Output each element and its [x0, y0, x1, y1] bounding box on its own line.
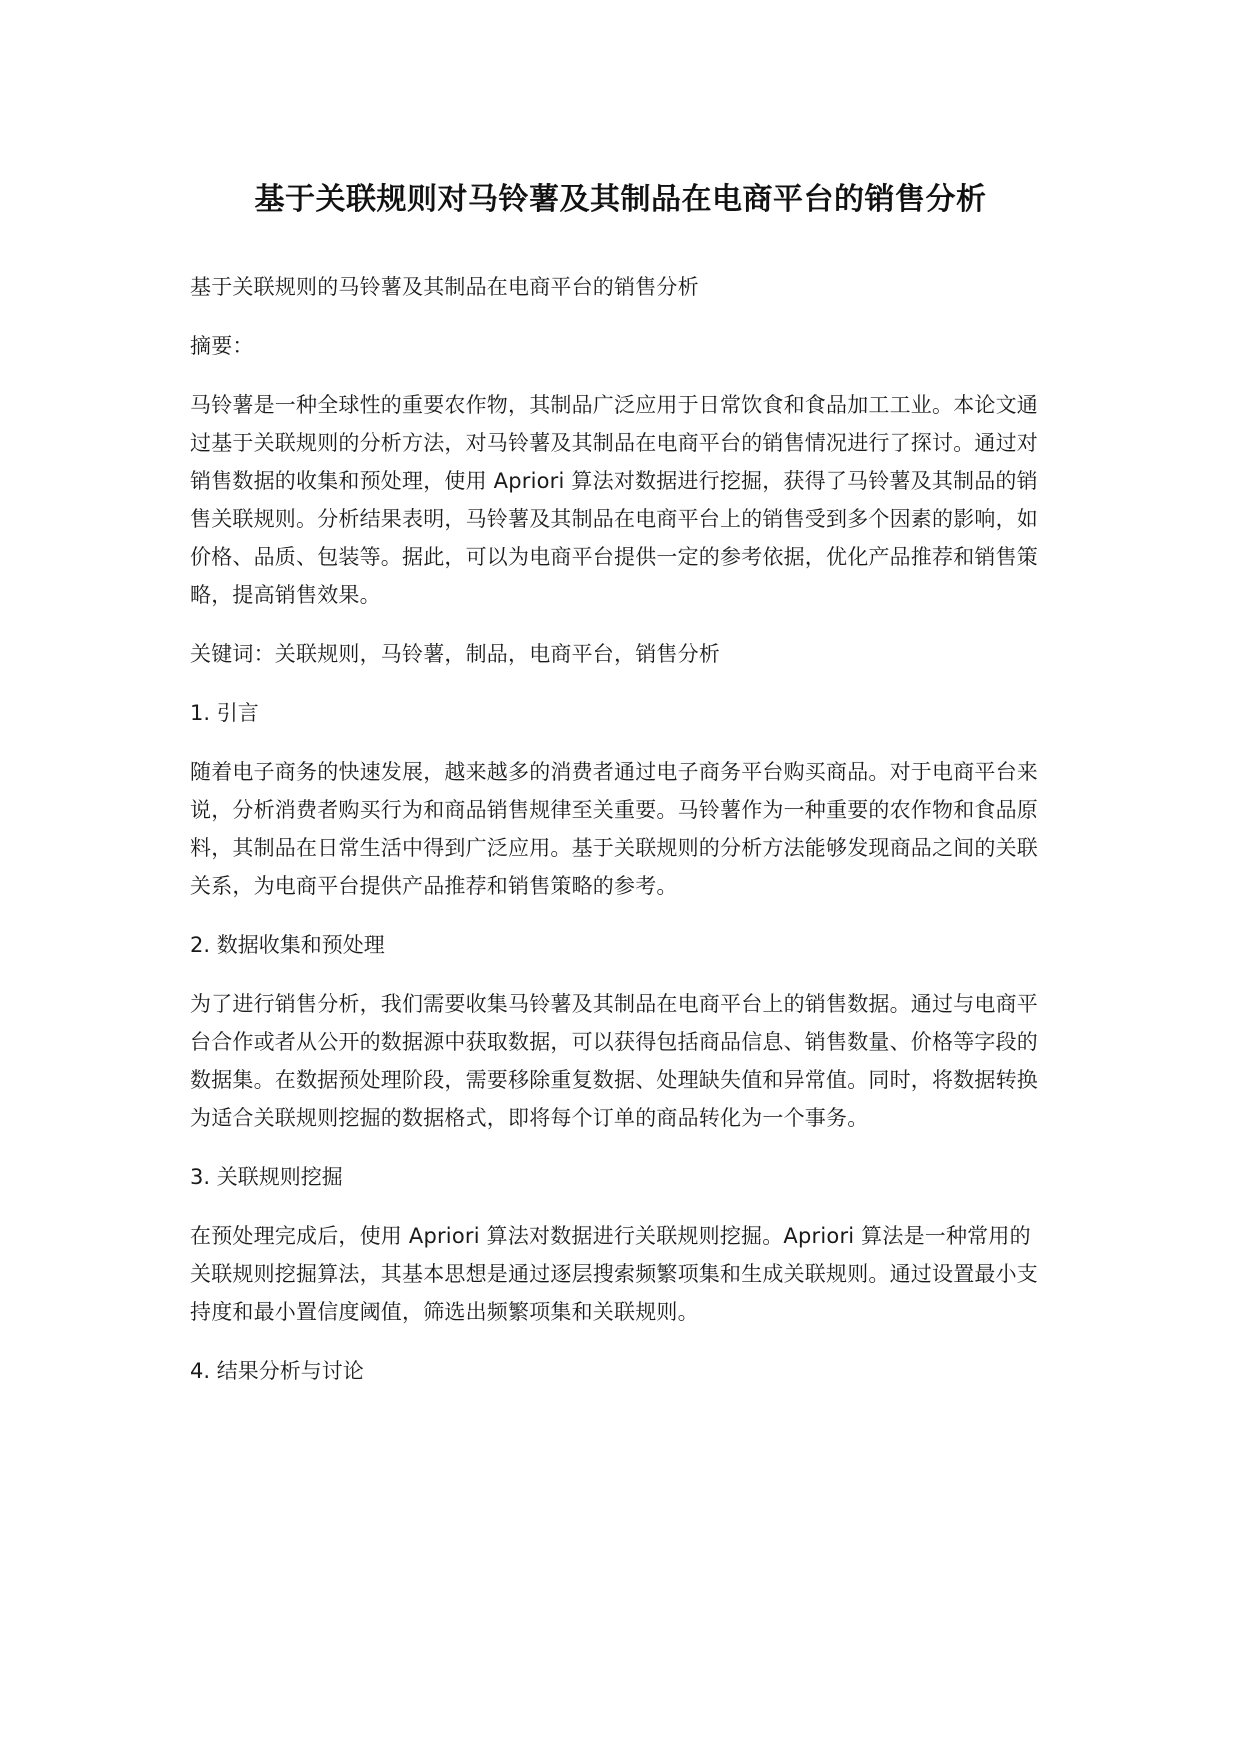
section-heading-association-mining: 3. 关联规则挖掘 [190, 1165, 343, 1189]
section-heading-results: 4. 结果分析与讨论 [190, 1359, 364, 1383]
document-subtitle: 基于关联规则的马铃薯及其制品在电商平台的销售分析 [190, 275, 699, 299]
section-heading-data-collection: 2. 数据收集和预处理 [190, 933, 385, 957]
section-heading-introduction: 1. 引言 [190, 701, 259, 725]
abstract-text: 马铃薯是一种全球性的重要农作物，其制品广泛应用于日常饮食和食品加工工业。本论文通过基于关联规则的分析方法，对马铃薯及其制品在电商平台的销售情况进行了探讨。通过对销售数据的收集和预处理，使用 Apriori 算法对数据进行挖掘，获得了马铃薯及其制品的销售关联规则。分析结果表明，马铃薯及其制品在电商平台上的销售受到多个因素的影响，如价格、品质、包装等。据此，可以为电商平台提供一定的参考依据，优化产品推荐和销售策略，提高销售效果。 [190, 393, 1038, 607]
abstract-label: 摘要： [190, 334, 254, 358]
section-text-introduction: 随着电子商务的快速发展，越来越多的消费者通过电子商务平台购买商品。对于电商平台来说，分析消费者购买行为和商品销售规律至关重要。马铃薯作为一种重要的农作物和食品原料，其制品在日常生活中得到广泛应用。基于关联规则的分析方法能够发现商品之间的关联关系，为电商平台提供产品推荐和销售策略的参考。 [190, 760, 1038, 898]
document-title: 基于关联规则对马铃薯及其制品在电商平台的销售分析 [254, 182, 987, 217]
keywords-line: 关键词：关联规则，马铃薯，制品，电商平台，销售分析 [190, 642, 720, 666]
section-text-association-mining: 在预处理完成后，使用 Apriori 算法对数据进行关联规则挖掘。Apriori 算法是一种常用的关联规则挖掘算法，其基本思想是通过逐层搜索频繁项集和生成关联规则。通过设置最小支持度和最小置信度阈值，筛选出频繁项集和关联规则。 [190, 1224, 1038, 1324]
section-text-data-collection: 为了进行销售分析，我们需要收集马铃薯及其制品在电商平台上的销售数据。通过与电商平台合作或者从公开的数据源中获取数据，可以获得包括商品信息、销售数量、价格等字段的数据集。在数据预处理阶段，需要移除重复数据、处理缺失值和异常值。同时，将数据转换为适合关联规则挖掘的数据格式，即将每个订单的商品转化为一个事务。 [190, 992, 1038, 1130]
